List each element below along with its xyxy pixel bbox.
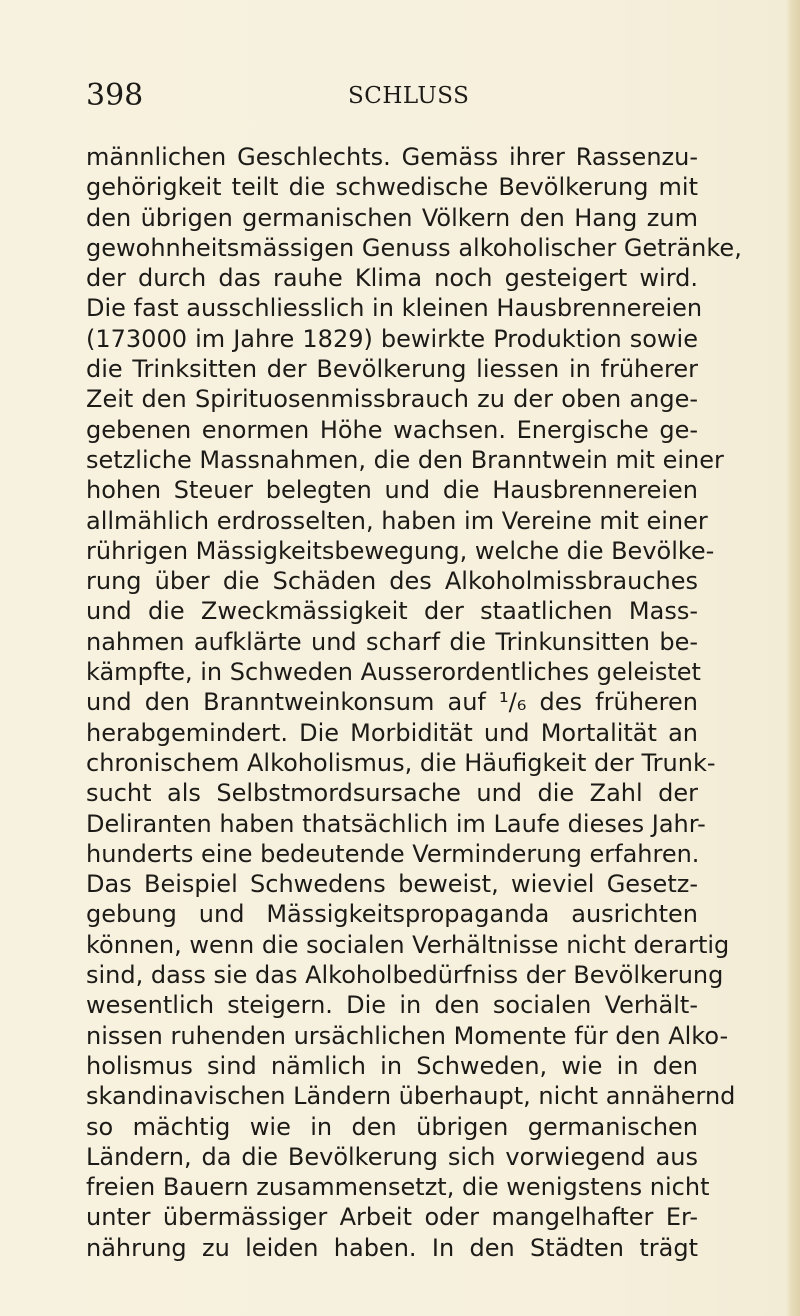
text-line: nahmen aufklärte und scharf die Trinkunsitten be- xyxy=(86,627,698,656)
text-line: gebung und Mässigkeitspropaganda ausrichten xyxy=(86,900,698,929)
text-line: rührigen Mässigkeitsbewegung, welche die Bevölke- xyxy=(86,536,715,565)
text-line: rung über die Schäden des Alkoholmissbrauches xyxy=(86,567,698,596)
text-line: herabgemindert. Die Morbidität und Mortalität an xyxy=(86,718,698,747)
text-line: gehörigkeit teilt die schwedische Bevölkerung mit xyxy=(86,173,698,202)
text-line: allmählich erdrosselten, haben im Vereine mit einer xyxy=(86,506,708,535)
text-line: Das Beispiel Schwedens beweist, wieviel Gesetz- xyxy=(86,870,698,899)
text-line: chronischem Alkoholismus, die Häufigkeit der Trunk- xyxy=(86,748,716,777)
text-line: holismus sind nämlich in Schweden, wie in den xyxy=(86,1051,698,1080)
page-edge xyxy=(786,0,800,1316)
text-line: (173000 im Jahre 1829) bewirkte Produktion sowie xyxy=(86,324,698,353)
text-line: und die Zweckmässigkeit der staatlichen Mass- xyxy=(86,597,698,626)
text-line: Die fast ausschliesslich in kleinen Hausbrennereien xyxy=(86,294,703,323)
text-line: so mächtig wie in den übrigen germanischen xyxy=(86,1112,698,1141)
text-line: setzliche Massnahmen, die den Branntwein mit einer xyxy=(86,445,724,474)
text-line: skandinavischen Ländern überhaupt, nicht annähernd xyxy=(86,1082,736,1111)
text-line: Deliranten haben thatsächlich im Laufe dieses Jahr- xyxy=(86,809,706,838)
text-line: die Trinksitten der Bevölkerung liessen in früherer xyxy=(86,355,698,384)
text-line: der durch das rauhe Klima noch gesteigert wird. xyxy=(86,264,698,293)
text-line: sucht als Selbstmordsursache und die Zahl der xyxy=(86,779,698,808)
text-line: hohen Steuer belegten und die Hausbrennereien xyxy=(86,476,698,505)
text-line: Ländern, da die Bevölkerung sich vorwiegend aus xyxy=(86,1142,698,1171)
text-line: wesentlich steigern. Die in den socialen Verhält- xyxy=(86,991,698,1020)
text-line: Zeit den Spirituosenmissbrauch zu der oben ange- xyxy=(86,385,698,414)
text-line: nissen ruhenden ursächlichen Momente für den Alko- xyxy=(86,1021,729,1050)
text-line: gewohnheitsmässigen Genuss alkoholischer Getränke, xyxy=(86,233,742,262)
running-head: SCHLUSS xyxy=(348,83,470,109)
text-line: den übrigen germanischen Völkern den Hang zum xyxy=(86,203,698,232)
text-line: können, wenn die socialen Verhältnisse nicht derartig xyxy=(86,930,730,959)
text-line: gebenen enormen Höhe wachsen. Energische ge- xyxy=(86,415,698,444)
text-line: kämpfte, in Schweden Ausserordentliches geleistet xyxy=(86,658,701,687)
body-text xyxy=(86,142,742,1263)
text-line: männlichen Geschlechts. Gemäss ihrer Rassenzu- xyxy=(86,143,698,171)
text-line: und den Branntweinkonsum auf ¹/₆ des früheren xyxy=(86,688,698,717)
text-line: nährung zu leiden haben. In den Städten trägt xyxy=(86,1233,698,1262)
text-line: unter übermässiger Arbeit oder mangelhafter Er- xyxy=(86,1203,698,1232)
text-line: freien Bauern zusammensetzt, die wenigstens nicht xyxy=(86,1173,710,1202)
text-line: hunderts eine bedeutende Verminderung erfahren. xyxy=(86,839,700,868)
text-line: sind, dass sie das Alkoholbedürfniss der Bevölkerung xyxy=(86,961,724,990)
page-number: 398 xyxy=(86,78,144,113)
page-header xyxy=(86,76,696,116)
